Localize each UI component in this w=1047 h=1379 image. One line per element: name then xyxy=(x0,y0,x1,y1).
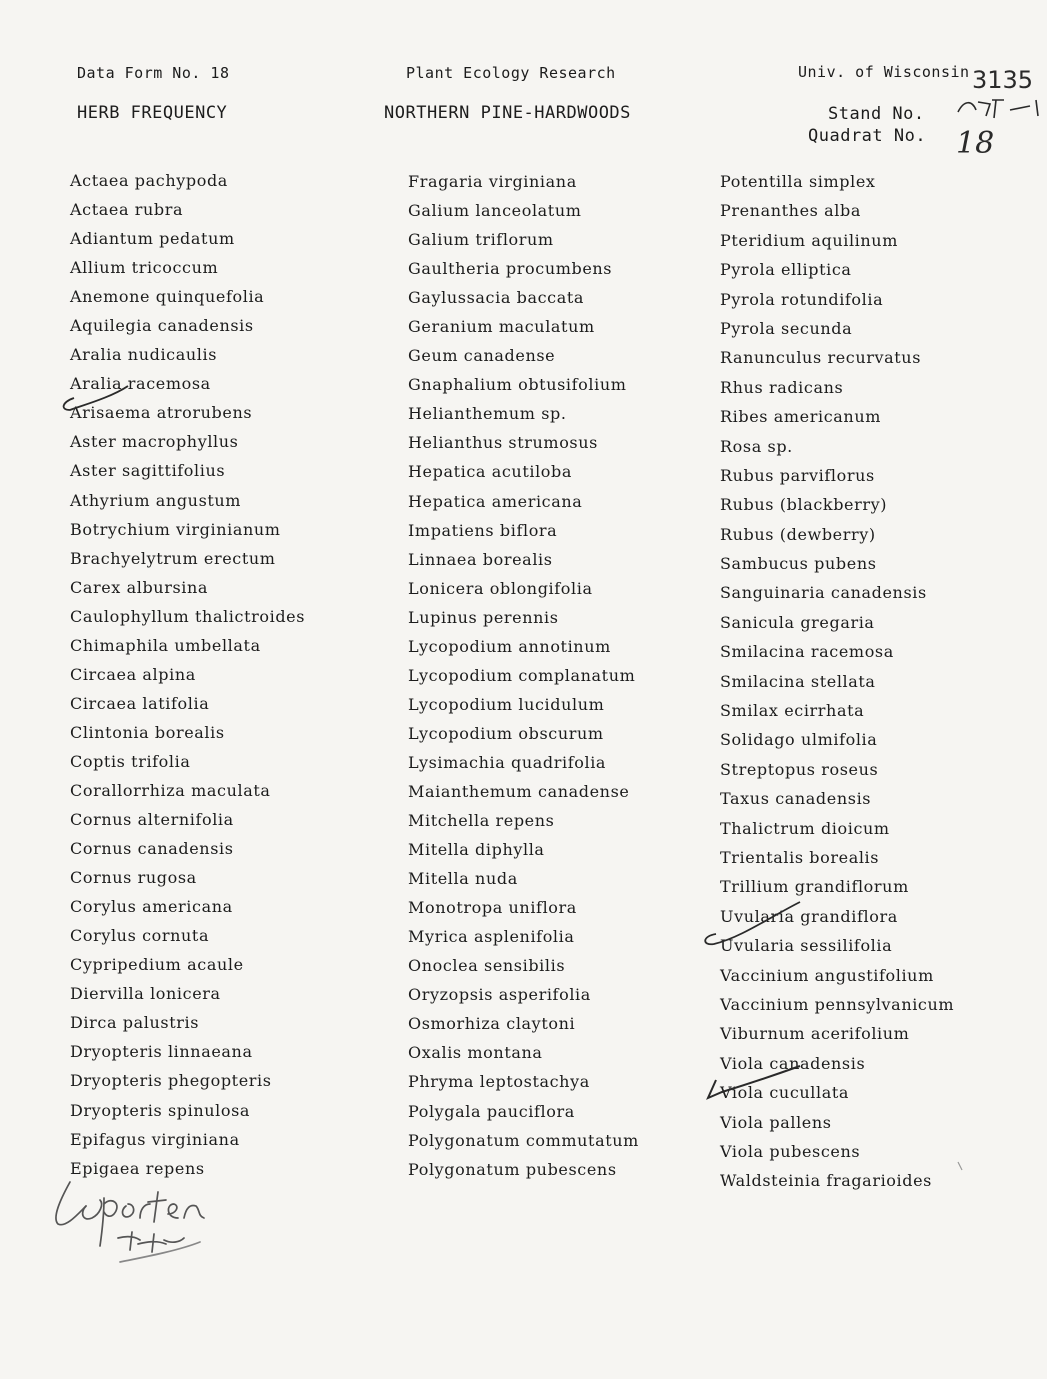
species-item: Oxalis montana xyxy=(408,1043,543,1063)
species-item: Helianthus strumosus xyxy=(408,433,598,453)
species-item: Botrychium virginianum xyxy=(70,519,281,539)
species-item: Waldsteinia fragarioides xyxy=(720,1171,932,1191)
species-item: Onoclea sensibilis xyxy=(408,956,566,976)
species-item: Geranium maculatum xyxy=(408,317,595,337)
species-item: Diervilla lonicera xyxy=(70,984,221,1004)
species-item: Pteridium aquilinum xyxy=(720,230,898,250)
species-item: Streptopus roseus xyxy=(720,759,879,779)
species-item: Arisaema atrorubens xyxy=(70,403,253,423)
species-item: Hepatica americana xyxy=(408,491,583,511)
species-item: Corallorrhiza maculata xyxy=(70,780,271,800)
species-item: Corylus cornuta xyxy=(70,926,210,946)
species-item: Geum canadense xyxy=(408,346,556,366)
species-item: Cornus rugosa xyxy=(70,868,197,888)
species-item: Hepatica acutiloba xyxy=(408,462,573,482)
species-item: Viburnum acerifolium xyxy=(720,1024,910,1044)
university-name: Univ. of Wisconsin xyxy=(798,63,970,81)
species-item: Circaea latifolia xyxy=(70,693,210,713)
species-item: Linnaea borealis xyxy=(408,549,553,569)
species-item: Corylus americana xyxy=(70,897,233,917)
species-item: Lupinus perennis xyxy=(408,607,559,627)
species-item: Rubus (blackberry) xyxy=(720,495,888,515)
species-item: Polygonatum pubescens xyxy=(408,1159,617,1179)
species-item: Osmorhiza claytoni xyxy=(408,1014,576,1034)
species-item: Actaea pachypoda xyxy=(70,171,228,190)
species-item: Pyrola elliptica xyxy=(720,260,852,280)
species-column-2 xyxy=(408,167,639,1184)
species-item: Trientalis borealis xyxy=(720,847,880,867)
species-item: Cornus canadensis xyxy=(70,839,234,859)
species-item: Galium lanceolatum xyxy=(408,201,582,221)
species-item: Rhus radicans xyxy=(720,377,844,397)
species-item: Dryopteris spinulosa xyxy=(70,1100,251,1120)
species-item: Uvularia grandiflora xyxy=(720,906,898,926)
species-item: Phryma leptostachya xyxy=(408,1072,590,1092)
species-item: Impatiens biflora xyxy=(408,520,558,540)
species-item: Trillium grandiflorum xyxy=(720,877,909,897)
species-item: Dryopteris phegopteris xyxy=(70,1071,272,1091)
species-item: Lycopodium annotinum xyxy=(408,636,611,656)
species-item: Athyrium angustum xyxy=(70,490,242,510)
species-item: Smilacina racemosa xyxy=(720,642,894,662)
species-item: Actaea rubra xyxy=(70,200,184,220)
species-item: Rubus (dewberry) xyxy=(720,524,876,544)
species-item: Adiantum pedatum xyxy=(70,229,235,249)
species-item: Ranunculus recurvatus xyxy=(720,348,922,368)
species-item: Sanicula gregaria xyxy=(720,612,875,632)
signature xyxy=(56,1182,204,1262)
stand-number-label: Stand No. xyxy=(828,104,925,124)
species-item: Oryzopsis asperifolia xyxy=(408,985,591,1005)
species-item: Clintonia borealis xyxy=(70,722,225,742)
species-column-3 xyxy=(720,167,954,1196)
species-item: Chimaphila umbellata xyxy=(70,635,261,655)
species-item: Cornus alternifolia xyxy=(70,810,234,830)
species-item: Lycopodium lucidulum xyxy=(408,694,605,714)
species-item: Maianthemum canadense xyxy=(408,781,630,801)
species-item: Taxus canadensis xyxy=(720,789,872,809)
stand-number-handwritten: 3135 xyxy=(972,66,1034,94)
species-item: Sanguinaria canadensis xyxy=(720,583,927,603)
species-item: Aster sagittifolius xyxy=(70,461,226,481)
form-title: HERB FREQUENCY xyxy=(77,103,228,123)
species-item: Lycopodium complanatum xyxy=(408,665,636,685)
species-item: Lycopodium obscurum xyxy=(408,723,604,743)
species-item: Prenanthes alba xyxy=(720,201,861,221)
species-item: Viola pubescens xyxy=(720,1141,861,1161)
species-item: Lonicera oblongifolia xyxy=(408,578,593,598)
species-item: Pyrola rotundifolia xyxy=(720,289,884,309)
species-item: Aster macrophyllus xyxy=(70,432,239,452)
species-item: Potentilla simplex xyxy=(720,172,876,191)
species-item: Rosa sp. xyxy=(720,436,793,456)
crossed-out-number xyxy=(958,100,1038,118)
species-item: Vaccinium angustifolium xyxy=(720,965,934,985)
species-item: Solidago ulmifolia xyxy=(720,730,878,750)
species-item: Anemone quinquefolia xyxy=(70,287,265,307)
organization-title: Plant Ecology Research xyxy=(406,64,616,82)
species-column-1 xyxy=(70,166,305,1183)
species-item: Gaylussacia baccata xyxy=(408,288,585,308)
species-item: Fragaria virginiana xyxy=(408,172,577,191)
quadrat-number-handwritten: 18 xyxy=(956,126,995,161)
species-item: Aralia nudicaulis xyxy=(70,345,218,365)
species-item: Polygala pauciflora xyxy=(408,1101,575,1121)
species-item: Polygonatum commutatum xyxy=(408,1130,639,1150)
species-item: Mitella nuda xyxy=(408,869,518,889)
species-item: Allium tricoccum xyxy=(70,258,219,278)
species-item: Thalictrum dioicum xyxy=(720,818,890,838)
species-item: Helianthemum sp. xyxy=(408,404,567,424)
species-item: Viola cucullata xyxy=(720,1083,850,1103)
species-item: Pyrola secunda xyxy=(720,318,853,338)
forest-type-title: NORTHERN PINE-HARDWOODS xyxy=(384,103,631,123)
species-item: Viola pallens xyxy=(720,1112,832,1132)
species-item: Mitchella repens xyxy=(408,811,555,831)
species-item: Aquilegia canadensis xyxy=(70,316,254,336)
species-item: Smilacina stellata xyxy=(720,671,876,691)
species-item: Lysimachia quadrifolia xyxy=(408,752,607,772)
species-item: Monotropa uniflora xyxy=(408,898,577,918)
species-item: Caulophyllum thalictroides xyxy=(70,606,306,626)
species-item: Rubus parviflorus xyxy=(720,465,875,485)
species-item: Gaultheria procumbens xyxy=(408,259,613,279)
species-item: Circaea alpina xyxy=(70,664,196,684)
species-item: Mitella diphylla xyxy=(408,840,545,860)
species-item: Vaccinium pennsylvanicum xyxy=(720,994,955,1014)
species-item: Epigaea repens xyxy=(70,1158,205,1178)
species-item: Ribes americanum xyxy=(720,407,881,427)
form-number: Data Form No. 18 xyxy=(77,64,230,82)
species-item: Cypripedium acaule xyxy=(70,955,244,975)
species-item: Dirca palustris xyxy=(70,1013,199,1033)
species-item: Coptis trifolia xyxy=(70,751,191,771)
species-item: Smilax ecirrhata xyxy=(720,701,865,721)
species-item: Brachyelytrum erectum xyxy=(70,548,276,568)
species-item: Dryopteris linnaeana xyxy=(70,1042,253,1062)
stray-mark xyxy=(958,1162,962,1170)
species-item: Sambucus pubens xyxy=(720,554,877,574)
species-item: Galium triflorum xyxy=(408,230,554,250)
species-item: Carex albursina xyxy=(70,577,209,597)
species-item: Aralia racemosa xyxy=(70,374,211,394)
species-item: Uvularia sessilifolia xyxy=(720,936,893,956)
species-item: Gnaphalium obtusifolium xyxy=(408,375,627,395)
species-item: Viola canadensis xyxy=(720,1053,866,1073)
quadrat-number-label: Quadrat No. xyxy=(808,126,927,146)
species-item: Myrica asplenifolia xyxy=(408,927,575,947)
species-item: Epifagus virginiana xyxy=(70,1129,240,1149)
